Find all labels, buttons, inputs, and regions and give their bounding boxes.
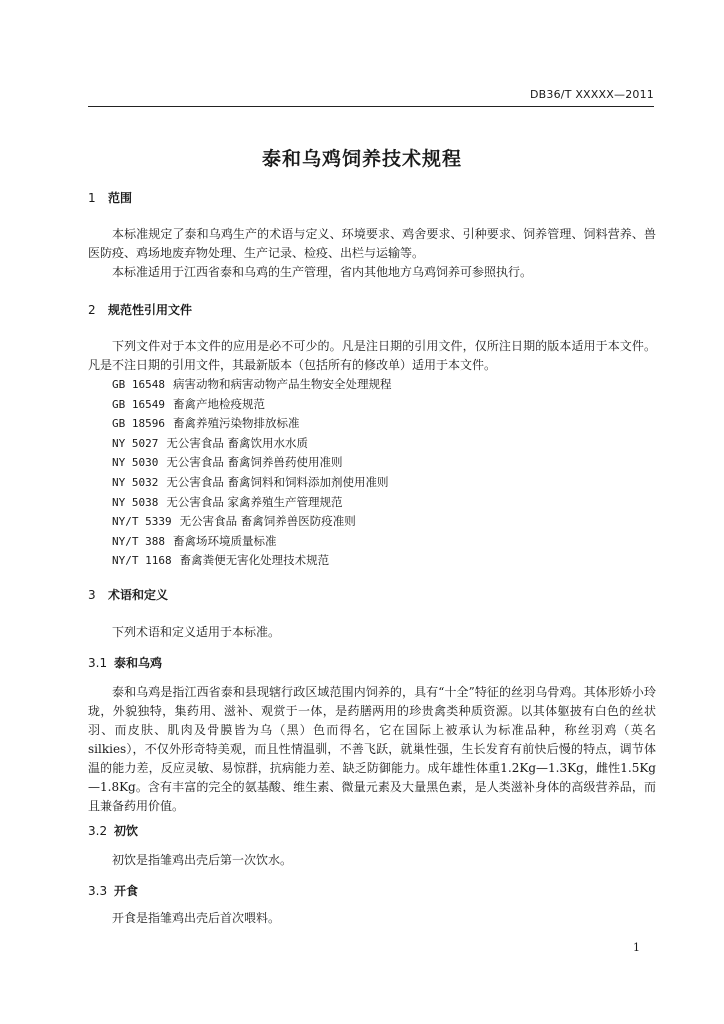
subsection-title: 开食	[114, 884, 139, 898]
reference-code: NY 5032	[112, 475, 159, 489]
reference-code: NY 5038	[112, 495, 159, 509]
subsection-title: 泰和乌鸡	[114, 656, 163, 670]
subsection-3-3-heading	[88, 882, 138, 899]
section-2-heading	[88, 301, 192, 318]
reference-item	[112, 493, 391, 513]
reference-item	[112, 414, 391, 434]
section-title: 规范性引用文件	[108, 303, 193, 317]
reference-item	[112, 453, 391, 473]
section-3-heading	[88, 586, 168, 603]
scope-paragraph-1: 本标准规定了泰和乌鸡生产的术语与定义、环境要求、鸡舍要求、引种要求、饲养管理、饲料营养、兽医防疫、鸡场地废弃物处理、生产记录、检疫、出栏与运输等。	[88, 227, 656, 260]
scope-paragraph-2: 本标准适用于江西省泰和乌鸡的生产管理，省内其他地方乌鸡饲养可参照执行。	[112, 265, 533, 279]
reference-code: NY 5027	[112, 436, 159, 450]
reference-code: GB 18596	[112, 417, 165, 431]
section-title: 范围	[108, 191, 133, 205]
section-number: 2	[88, 303, 96, 317]
reference-code: NY 5030	[112, 456, 159, 470]
subsection-3-1-heading	[88, 654, 162, 671]
subsection-3-2-heading	[88, 822, 138, 839]
reference-name: 无公害食品 畜禽饲养兽药使用准则	[166, 455, 343, 470]
document-title: 泰和乌鸡饲养技术规程	[261, 148, 462, 170]
term-definition-first-feed: 开食是指雏鸡出壳后首次喂料。	[112, 911, 281, 925]
reference-name: 无公害食品 畜禽饲料和饲料添加剂使用准则	[166, 474, 389, 489]
subsection-number: 3.3	[88, 884, 108, 898]
terms-intro: 下列术语和定义适用于本标准。	[112, 625, 281, 639]
section-1-heading	[88, 189, 132, 206]
reference-name: 病害动物和病害动物产品生物安全处理规程	[172, 377, 392, 391]
reference-name: 畜禽粪便无害化处理技术规范	[179, 553, 330, 568]
page-number: 1	[633, 941, 640, 954]
reference-name: 畜禽场环境质量标准	[172, 533, 277, 548]
reference-name: 无公害食品 畜禽饲养兽医防疫准则	[179, 514, 356, 529]
term-definition-taihe-chicken: 泰和乌鸡是指江西省泰和县现辖行政区域范围内饲养的，具有“十全”特征的丝羽乌骨鸡。其体形娇小玲珑，外貌独特，集药用、滋补、观赏于一体，是药膳两用的珍贵禽类种质资源。以其体躯披有白色的丝状羽、而皮肤、肌肉及骨膜皆为乌（黑）色而得名，它在国际上被承认为标准品种，称丝羽鸡（英名silkies），不仅外形奇特美观，而且性情温驯，不善飞跃，就巢性强，生长发育有前快后慢的特点，调节体温的能力差，反应灵敏、易惊群，抗病能力差、缺乏防御能力。成年雄性体重1.2Kg—1.3Kg，雌性1.5Kg—1.8Kg。含有丰富的完全的氨基酸、维生素、微量元素及大量黑色素，是人类滋补身体的高级营养品，而且兼备药用价值。	[88, 685, 656, 813]
reference-item	[112, 434, 391, 454]
section-title: 术语和定义	[108, 588, 169, 602]
reference-item	[112, 395, 391, 415]
reference-item	[112, 551, 391, 571]
reference-name: 畜禽产地检疫规范	[172, 396, 265, 411]
term-definition-first-drink: 初饮是指雏鸡出壳后第一次饮水。	[112, 853, 293, 867]
subsection-title: 初饮	[114, 824, 139, 838]
section-number: 3	[88, 588, 96, 602]
reference-code: GB 16549	[112, 397, 165, 411]
reference-item	[112, 512, 391, 532]
reference-code: GB 16548	[112, 378, 165, 391]
reference-code: NY/T 388	[112, 534, 165, 548]
reference-name: 无公害食品 家禽养殖生产管理规范	[166, 494, 343, 509]
subsection-number: 3.1	[88, 656, 108, 670]
section-number: 1	[88, 191, 96, 205]
reference-item	[112, 532, 391, 552]
references-intro: 下列文件对于本文件的应用是必不可少的。凡是注日期的引用文件，仅所注日期的版本适用于本文件。凡是不注日期的引用文件，其最新版本（包括所有的修改单）适用于本文件。	[88, 339, 656, 372]
reference-list	[112, 375, 391, 571]
reference-name: 畜禽养殖污染物排放标准	[172, 416, 300, 431]
reference-code: NY/T 1168	[112, 554, 172, 568]
header-divider	[88, 106, 654, 107]
reference-item	[112, 375, 391, 395]
subsection-number: 3.2	[88, 824, 108, 838]
reference-item	[112, 473, 391, 493]
reference-name: 无公害食品 畜禽饮用水水质	[166, 435, 309, 450]
reference-code: NY/T 5339	[112, 515, 172, 529]
standard-code: DB36/T XXXXX—2011	[529, 88, 654, 101]
